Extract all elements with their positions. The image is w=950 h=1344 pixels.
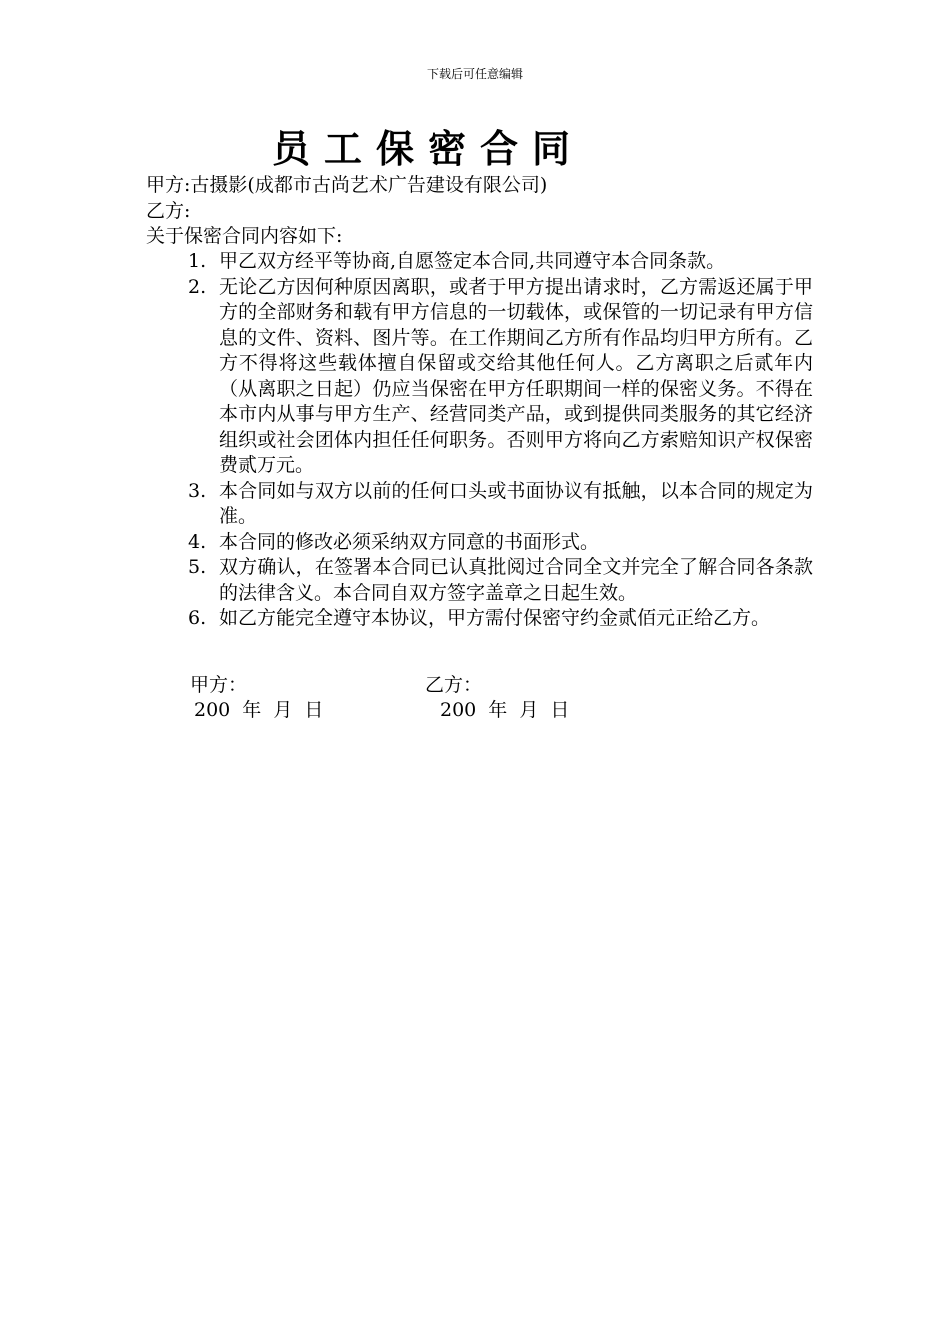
document-title: 员工保密合同: [272, 126, 585, 171]
clause-text: 如乙方能完全遵守本协议，甲方需付保密守约金贰佰元正给乙方。: [219, 607, 771, 629]
clause-number: 2.: [188, 275, 207, 298]
clause-number: 4.: [188, 530, 207, 553]
clause-text: 双方确认，在签署本合同已认真批阅过合同全文并完全了解合同各条款的法律含义。本合同自双方签字盖章之日起生效。: [219, 556, 813, 604]
clause-text: 本合同的修改必须采纳双方同意的书面形式。: [219, 530, 600, 553]
clause-number: 6.: [188, 607, 207, 629]
party-b-signature-label: 乙方：: [425, 674, 483, 696]
clause-item: [188, 275, 813, 479]
party-a-line: 甲方:古摄影(成都市古尚艺术广告建设有限公司): [146, 174, 548, 196]
clause-number: 5.: [188, 556, 207, 578]
clause-item: [188, 606, 813, 632]
clause-item: [188, 555, 813, 606]
clause-list: [188, 249, 813, 632]
clause-item: [188, 249, 813, 275]
clause-text: 本合同如与双方以前的任何口头或书面协议有抵触，以本合同的规定为准。: [219, 479, 813, 527]
clause-item: [188, 479, 813, 530]
clauses-intro: 关于保密合同内容如下:: [146, 225, 343, 247]
clause-text: 无论乙方因何种原因离职，或者于甲方提出请求时，乙方需返还属于甲方的全部财务和载有甲方信息的一切载体，或保管的一切记录有甲方信息的文件、资料、图片等。在工作期间乙方所有作品均归甲方所有。乙方不得将这些载体擅自保留或交给其他任何人。乙方离职之后贰年内（从离职之日起）仍应当保密在甲方任职期间一样的保密义务。不得在本市内从事与甲方生产、经营同类产品，或到提供同类服务的其它经济组织或社会团体内担任任何职务。否则甲方将向乙方索赔知识产权保密费贰万元。: [219, 275, 813, 476]
party-a-signature-label: 甲方：: [190, 674, 248, 696]
party-a-signature-date: 200 年 月 日: [194, 699, 324, 721]
clause-text: 甲乙双方经平等协商,自愿签定本合同,共同遵守本合同条款。: [219, 250, 726, 272]
party-b-signature-date: 200 年 月 日: [440, 699, 570, 721]
party-b-line: 乙方:: [146, 200, 191, 222]
clause-number: 3.: [188, 479, 207, 502]
clause-item: [188, 530, 813, 556]
clause-number: 1.: [188, 250, 207, 272]
header-note: 下载后可任意编辑: [426, 67, 523, 81]
